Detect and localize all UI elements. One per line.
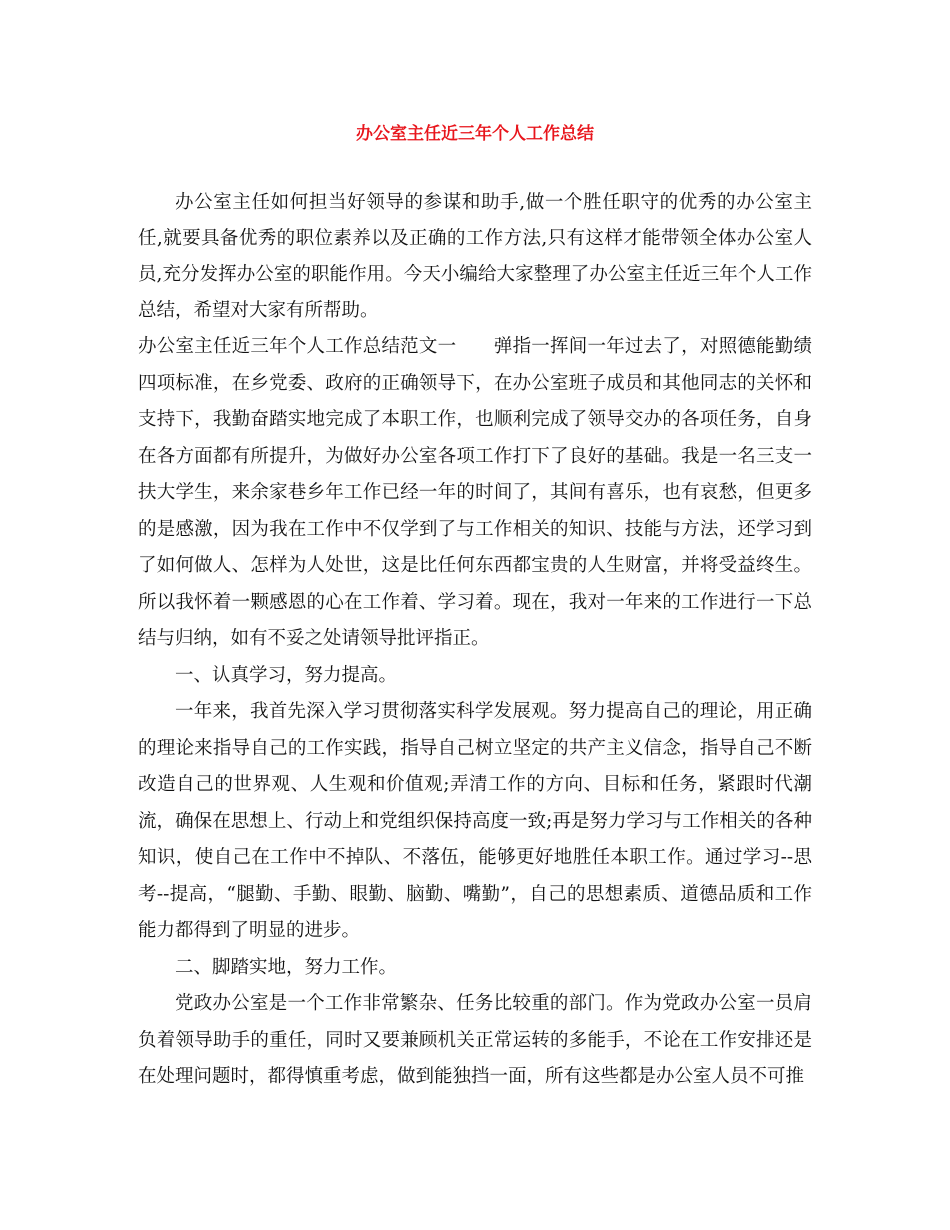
section-1-heading: 一、认真学习，努力提高。	[175, 664, 398, 686]
sample-paragraph	[138, 329, 812, 658]
sample-opening-text: 弹指一挥间一年过去了，对照德能勤绩四项标准，在乡党委、政府的正确领导下，在办公室班子成员和其他同志的关怀和支持下，我勤奋踏实地完成了本职工作，也顺利完成了领导交办的各项任务，自身在各方面都有所提升，为做好办公室各项工作打下了良好的基础。我是一名三支一扶大学生，来余家巷乡年工作已经一年的时间了，其间有喜乐，也有哀愁，但更多的是感激，因为我在工作中不仅学到了与工作相关的知识、技能与方法，还学习到了如何做人、怎样为人处世，这是比任何东西都宝贵的人生财富，并将受益终生。所以我怀着一颗感恩的心在工作着、学习着。现在，我对一年来的工作进行一下总结与归纳，如有不妥之处请领导批评指正。	[138, 336, 812, 649]
document-title: 办公室主任近三年个人工作总结	[356, 124, 594, 144]
section-2-body: 党政办公室是一个工作非常繁杂、任务比较重的部门。作为党政办公室一员肩负着领导助手的重任，同时又要兼顾机关正常运转的多能手，不论在工作安排还是在处理问题时，都得慎重考虑，做到能独挡一面，所有这些都是办公室人员不可推	[138, 993, 812, 1087]
intro-paragraph: 办公室主任如何担当好领导的参谋和助手,做一个胜任职守的优秀的办公室主任,就要具备优秀的职位素养以及正确的工作方法,只有这样才能带领全体办公室人员,充分发挥办公室的职能作用。今天小编给大家整理了办公室主任近三年个人工作总结，希望对大家有所帮助。	[138, 192, 812, 321]
document-body	[138, 185, 812, 1096]
section-2-heading: 二、脚踏实地，努力工作。	[175, 956, 398, 978]
section-1-body: 一年来，我首先深入学习贯彻落实科学发展观。努力提高自己的理论，用正确的理论来指导自己的工作实践，指导自己树立坚定的共产主义信念，指导自己不断改造自己的世界观、人生观和价值观;弄清工作的方向、目标和任务，紧跟时代潮流，确保在思想上、行动上和党组织保持高度一致;再是努力学习与工作相关的各种知识，使自己在工作中不掉队、不落伍，能够更好地胜任本职工作。通过学习--思考--提高，“腿勤、手勤、眼勤、脑勤、嘴勤”，自己的思想素质、道德品质和工作能力都得到了明显的进步。	[138, 701, 812, 941]
sample-heading: 办公室主任近三年个人工作总结范文一	[138, 336, 457, 357]
